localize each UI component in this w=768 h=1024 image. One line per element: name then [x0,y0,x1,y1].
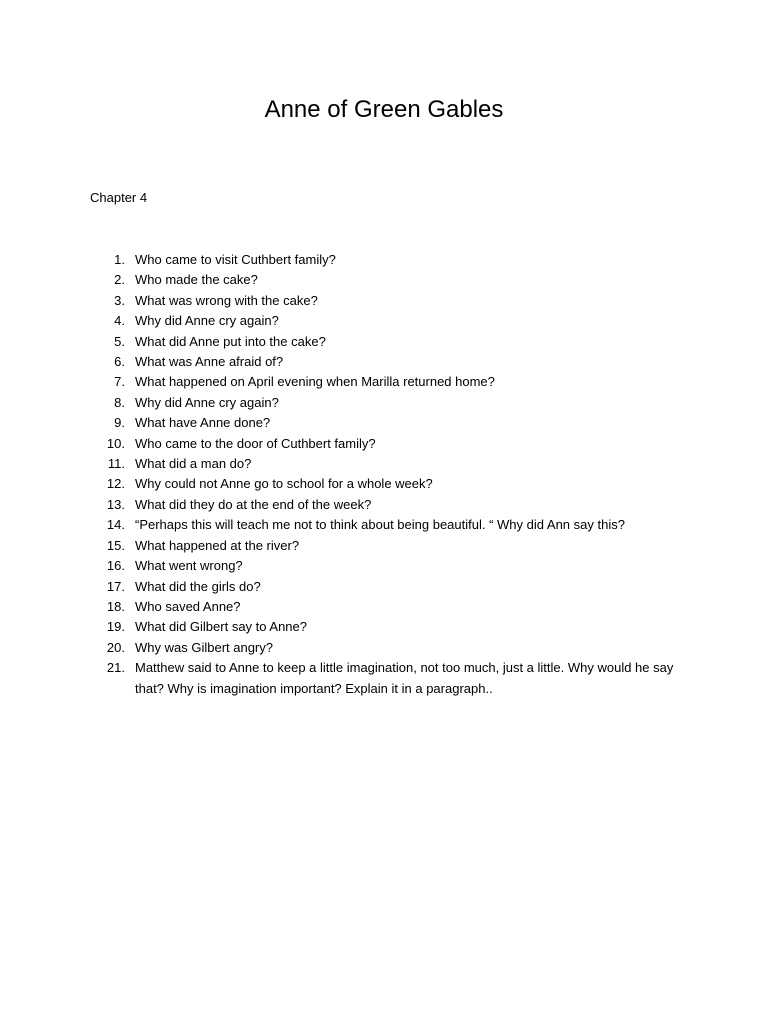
question-number: 15. [106,537,125,553]
question-item [90,250,690,270]
question-text: What went wrong? [135,558,243,574]
question-number: 18. [106,598,125,614]
question-number: 4. [114,313,125,329]
question-text: Who came to visit Cuthbert family? [135,252,336,267]
question-item [90,311,690,331]
question-text: What was Anne afraid of? [135,354,284,370]
question-number: 10. [106,435,125,451]
question-item [90,495,690,515]
question-number: 20. [106,639,125,655]
question-text: What did Gilbert say to Anne? [135,619,307,635]
chapter-heading: Chapter 4 [90,190,148,205]
question-text: What did Anne put into the cake? [135,333,326,349]
question-item [90,536,690,556]
question-number: 13. [106,496,125,512]
question-text: Why did Anne cry again? [135,394,279,410]
question-item [90,332,690,352]
question-text: What did the girls do? [135,578,261,594]
document-title: Anne of Green Gables [264,96,504,123]
question-number: 9. [114,415,125,431]
question-item [90,556,690,576]
question-number: 6. [114,354,125,370]
question-item [90,393,690,413]
question-item [90,413,690,433]
question-text: Who made the cake? [135,272,258,288]
question-number: 3. [114,292,125,308]
question-number: 1. [114,252,125,267]
question-number: 21. [106,660,125,676]
question-item [90,291,690,311]
question-text: Why could not Anne go to school for a whole week? [135,476,433,492]
question-item [90,515,690,535]
question-item [90,352,690,372]
question-item [90,434,690,454]
question-item [90,474,690,494]
question-item [90,617,690,637]
question-item [90,372,690,392]
question-number: 8. [114,394,125,410]
question-list [90,250,690,699]
question-text: “Perhaps this will teach me not to think about being beautiful. “ Why did Ann say this? [135,517,625,533]
question-text: Who came to the door of Cuthbert family? [135,435,376,451]
question-number: 2. [114,272,125,288]
question-item [90,577,690,597]
question-number: 11. [107,456,125,472]
question-text: What did they do at the end of the week? [135,496,372,512]
question-number: 7. [114,374,125,390]
question-number: 14. [106,517,125,533]
question-text: What happened at the river? [135,537,300,553]
question-number: 12. [106,476,125,492]
question-item [90,638,690,658]
question-item [90,454,690,474]
question-text: Why did Anne cry again? [135,313,279,329]
question-item [90,597,690,617]
question-item [90,270,690,290]
question-text: Who saved Anne? [135,598,241,614]
question-number: 16. [106,558,125,574]
question-number: 19. [106,619,125,635]
question-text: What did a man do? [135,456,252,472]
question-number: 5. [114,333,125,349]
question-text: What have Anne done? [135,415,271,431]
question-number: 17. [106,578,125,594]
question-text: What happened on April evening when Marilla returned home? [135,374,495,390]
question-text: Why was Gilbert angry? [135,639,273,655]
question-text: What was wrong with the cake? [135,292,318,308]
question-text: Matthew said to Anne to keep a little imagination, not too much, just a little. Why would he say that? Why is imagination important? Explain it in a paragraph.. [135,660,674,696]
question-item [90,658,690,699]
